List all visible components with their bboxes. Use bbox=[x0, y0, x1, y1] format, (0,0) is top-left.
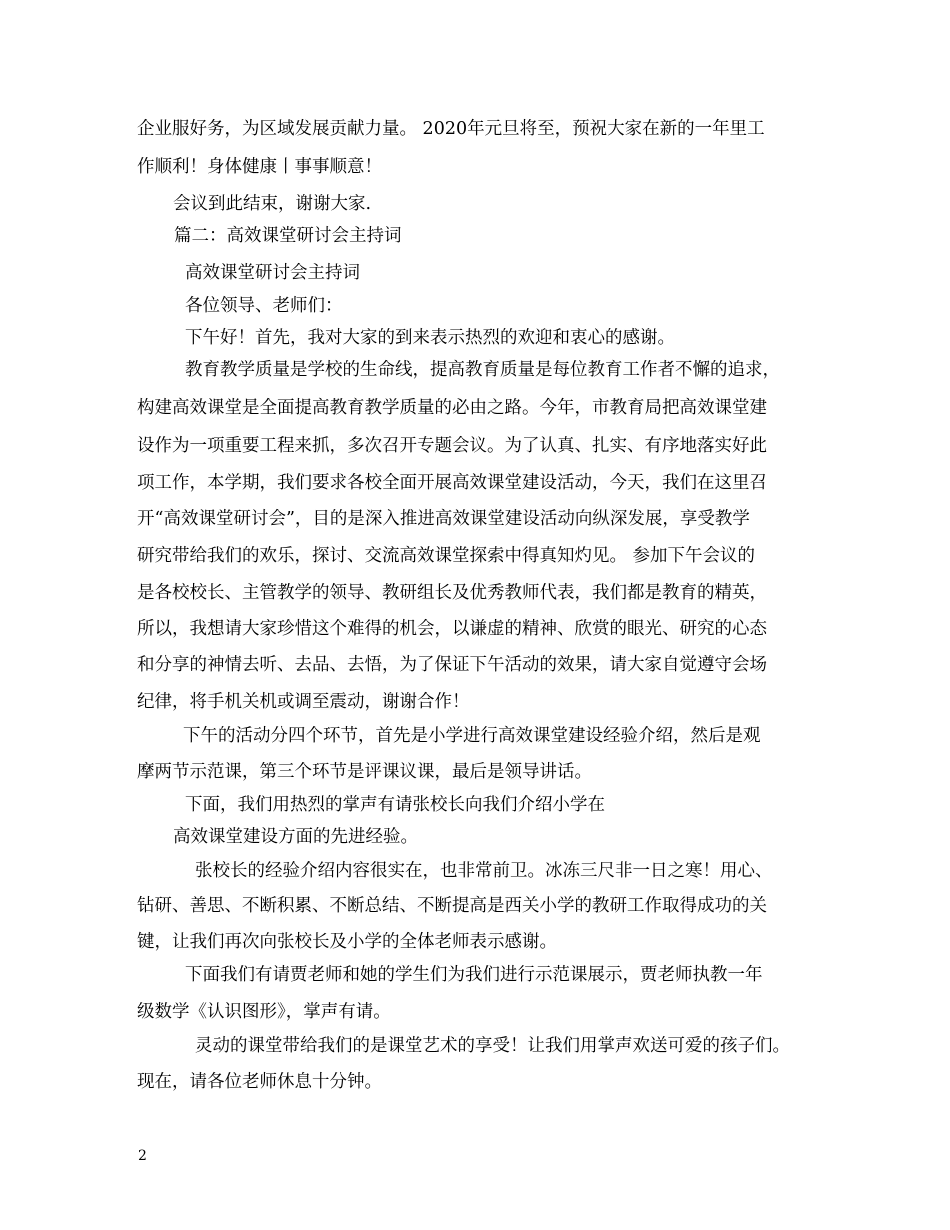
text-line: 纪律，将手机关机或调至震动，谢谢合作！ bbox=[137, 692, 470, 712]
text-line: 研究带给我们的欢乐，探讨、交流高效课堂探索中得真知灼见。 参加下午会议的 bbox=[137, 546, 756, 566]
text-line: 开“高效课堂研讨会”，目的是深入推进高效课堂建设活动向纵深发展，享受教学 bbox=[137, 509, 750, 529]
text-line: 是各校校长、主管教学的领导、教研组长及优秀教师代表，我们都是教育的精英， bbox=[137, 583, 767, 603]
text-line: 高效课堂建设方面的先进经验。 bbox=[173, 827, 418, 847]
text-line: 下面我们有请贾老师和她的学生们为我们进行示范课展示，贾老师执教一年 bbox=[185, 965, 763, 985]
section-heading: 篇二：高效课堂研讨会主持词 bbox=[174, 226, 402, 246]
text-line: 所以，我想请大家珍惜这个难得的机会，以谦虚的精神、欣赏的眼光、研究的心态 bbox=[137, 619, 767, 639]
text-line: 作顺利！身体健康丨事事顺意！ bbox=[137, 157, 382, 177]
text-line: 下午的活动分四个环节，首先是小学进行高效课堂建设经验介绍，然后是观 bbox=[183, 726, 761, 746]
text-line: 构建高效课堂是全面提高教育教学质量的必由之路。今年，市教育局把高效课堂建 bbox=[137, 398, 767, 418]
text-line: 键，让我们再次向张校长及小学的全体老师表示感谢。 bbox=[137, 932, 557, 952]
text-line: 项工作，本学期，我们要求各校全面开展高效课堂建设活动，今天，我们在这里召 bbox=[137, 473, 767, 493]
text-line: 张校长的经验介绍内容很实在，也非常前卫。冰冻三尺非一日之寒！用心、 bbox=[195, 861, 773, 881]
page-number: 2 bbox=[138, 1148, 147, 1164]
text-line: 现在，请各位老师休息十分钟。 bbox=[137, 1072, 382, 1092]
text-line: 摩两节示范课，第三个环节是评课议课，最后是领导讲话。 bbox=[137, 762, 592, 782]
salutation: 各位领导、老师们： bbox=[185, 296, 343, 316]
text-line: 灵动的课堂带给我们的是课堂艺术的享受！让我们用掌声欢送可爱的孩子们。 bbox=[195, 1036, 790, 1056]
text-line: 教育教学质量是学校的生命线，提高教育质量是每位教育工作者不懈的追求， bbox=[185, 360, 780, 380]
text-line: 和分享的神情去听、去品、去悟，为了保证下午活动的效果，请大家自觉遵守会场 bbox=[137, 655, 767, 675]
text-line: 钻研、善思、不断积累、不断总结、不断提高是西关小学的教研工作取得成功的关 bbox=[137, 896, 767, 916]
text-line: 设作为一项重要工程来抓，多次召开专题会议。为了认真、扎实、有序地落实好此 bbox=[137, 436, 767, 456]
document-title: 高效课堂研讨会主持词 bbox=[185, 263, 360, 283]
text-line: 下午好！首先，我对大家的到来表示热烈的欢迎和衷心的感谢。 bbox=[185, 328, 675, 348]
text-line: 下面，我们用热烈的掌声有请张校长向我们介绍小学在 bbox=[185, 795, 605, 815]
text-line: 企业服好务，为区域发展贡献力量。 2020年元旦将至，预祝大家在新的一年里工 bbox=[137, 119, 765, 139]
text-line: 会议到此结束，谢谢大家. bbox=[173, 194, 372, 214]
text-line: 级数学《认识图形》，掌声有请。 bbox=[137, 1002, 391, 1022]
